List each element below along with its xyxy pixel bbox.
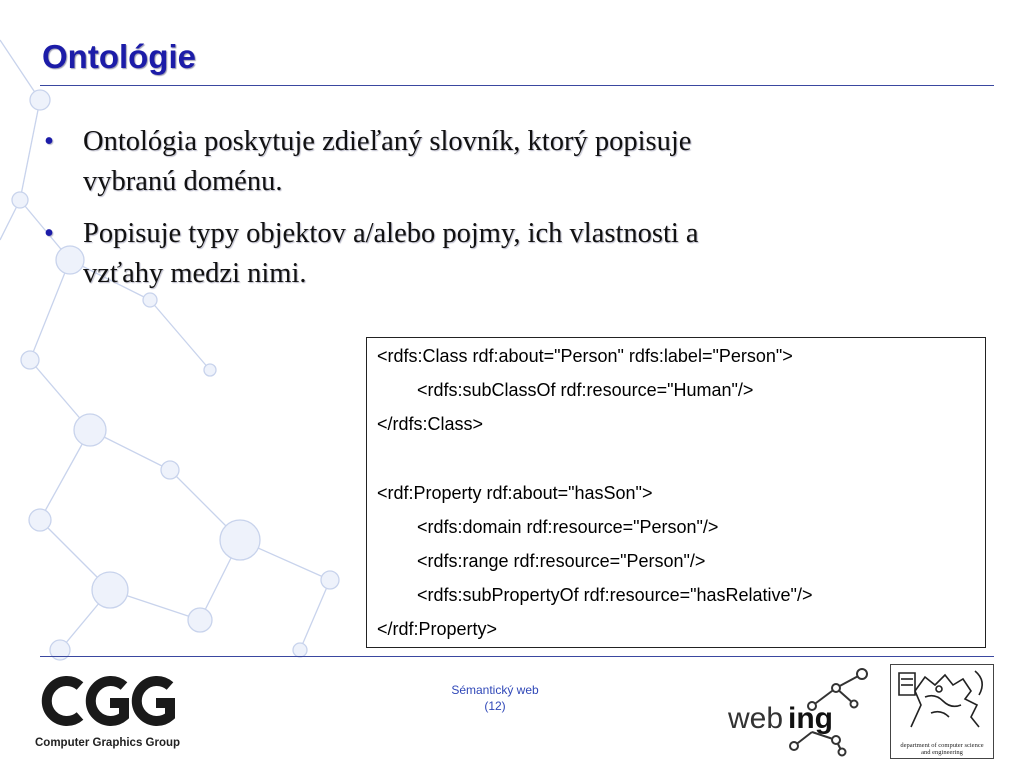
bullet-marker: •: [44, 126, 54, 157]
title-divider: [40, 85, 994, 86]
footer-center: [400, 682, 590, 714]
code-line: </rdf:Property>: [377, 619, 498, 639]
webing-logo: [726, 660, 876, 760]
bullet-item: [44, 214, 844, 294]
lion-emblem-icon: [891, 665, 993, 737]
bullet-text-line: Popisuje typy objektov a/alebo pojmy, ich vlastnosti a: [83, 218, 699, 249]
page-number: (12): [484, 699, 506, 713]
bullet-item: [44, 122, 844, 202]
code-line: <rdfs:range rdf:resource="Person"/>: [417, 551, 706, 571]
bullet-text-line: Ontológia poskytuje zdieľaný slovník, ktorý popisuje: [83, 126, 692, 157]
page-title: Ontológie: [42, 38, 196, 75]
code-line: </rdfs:Class>: [377, 414, 484, 434]
code-line: <rdfs:subPropertyOf rdf:resource="hasRelative"/>: [417, 585, 813, 605]
cgg-logo: [38, 674, 186, 728]
group-name: Computer Graphics Group: [35, 737, 181, 749]
webing-logo-accent: ing: [788, 702, 833, 735]
code-line: <rdf:Property rdf:about="hasSon">: [377, 483, 653, 503]
rdf-code-box: [366, 337, 986, 648]
bullet-text-line: vybranú doménu.: [83, 166, 283, 197]
bullet-marker: •: [44, 218, 54, 249]
code-line: <rdfs:domain rdf:resource="Person"/>: [417, 517, 719, 537]
course-name: Sémantický web: [451, 683, 539, 697]
department-caption: department of computer science and engineering: [900, 742, 984, 756]
bullet-text-line: vzťahy medzi nimi.: [83, 258, 307, 289]
bullet-list: [44, 122, 844, 306]
webing-logo-text: web: [728, 702, 784, 735]
code-line: <rdfs:Class rdf:about="Person" rdfs:label="Person">: [377, 346, 793, 366]
footer-divider: [40, 656, 994, 657]
code-line: <rdfs:subClassOf rdf:resource="Human"/>: [417, 380, 754, 400]
department-logo: [890, 664, 994, 759]
